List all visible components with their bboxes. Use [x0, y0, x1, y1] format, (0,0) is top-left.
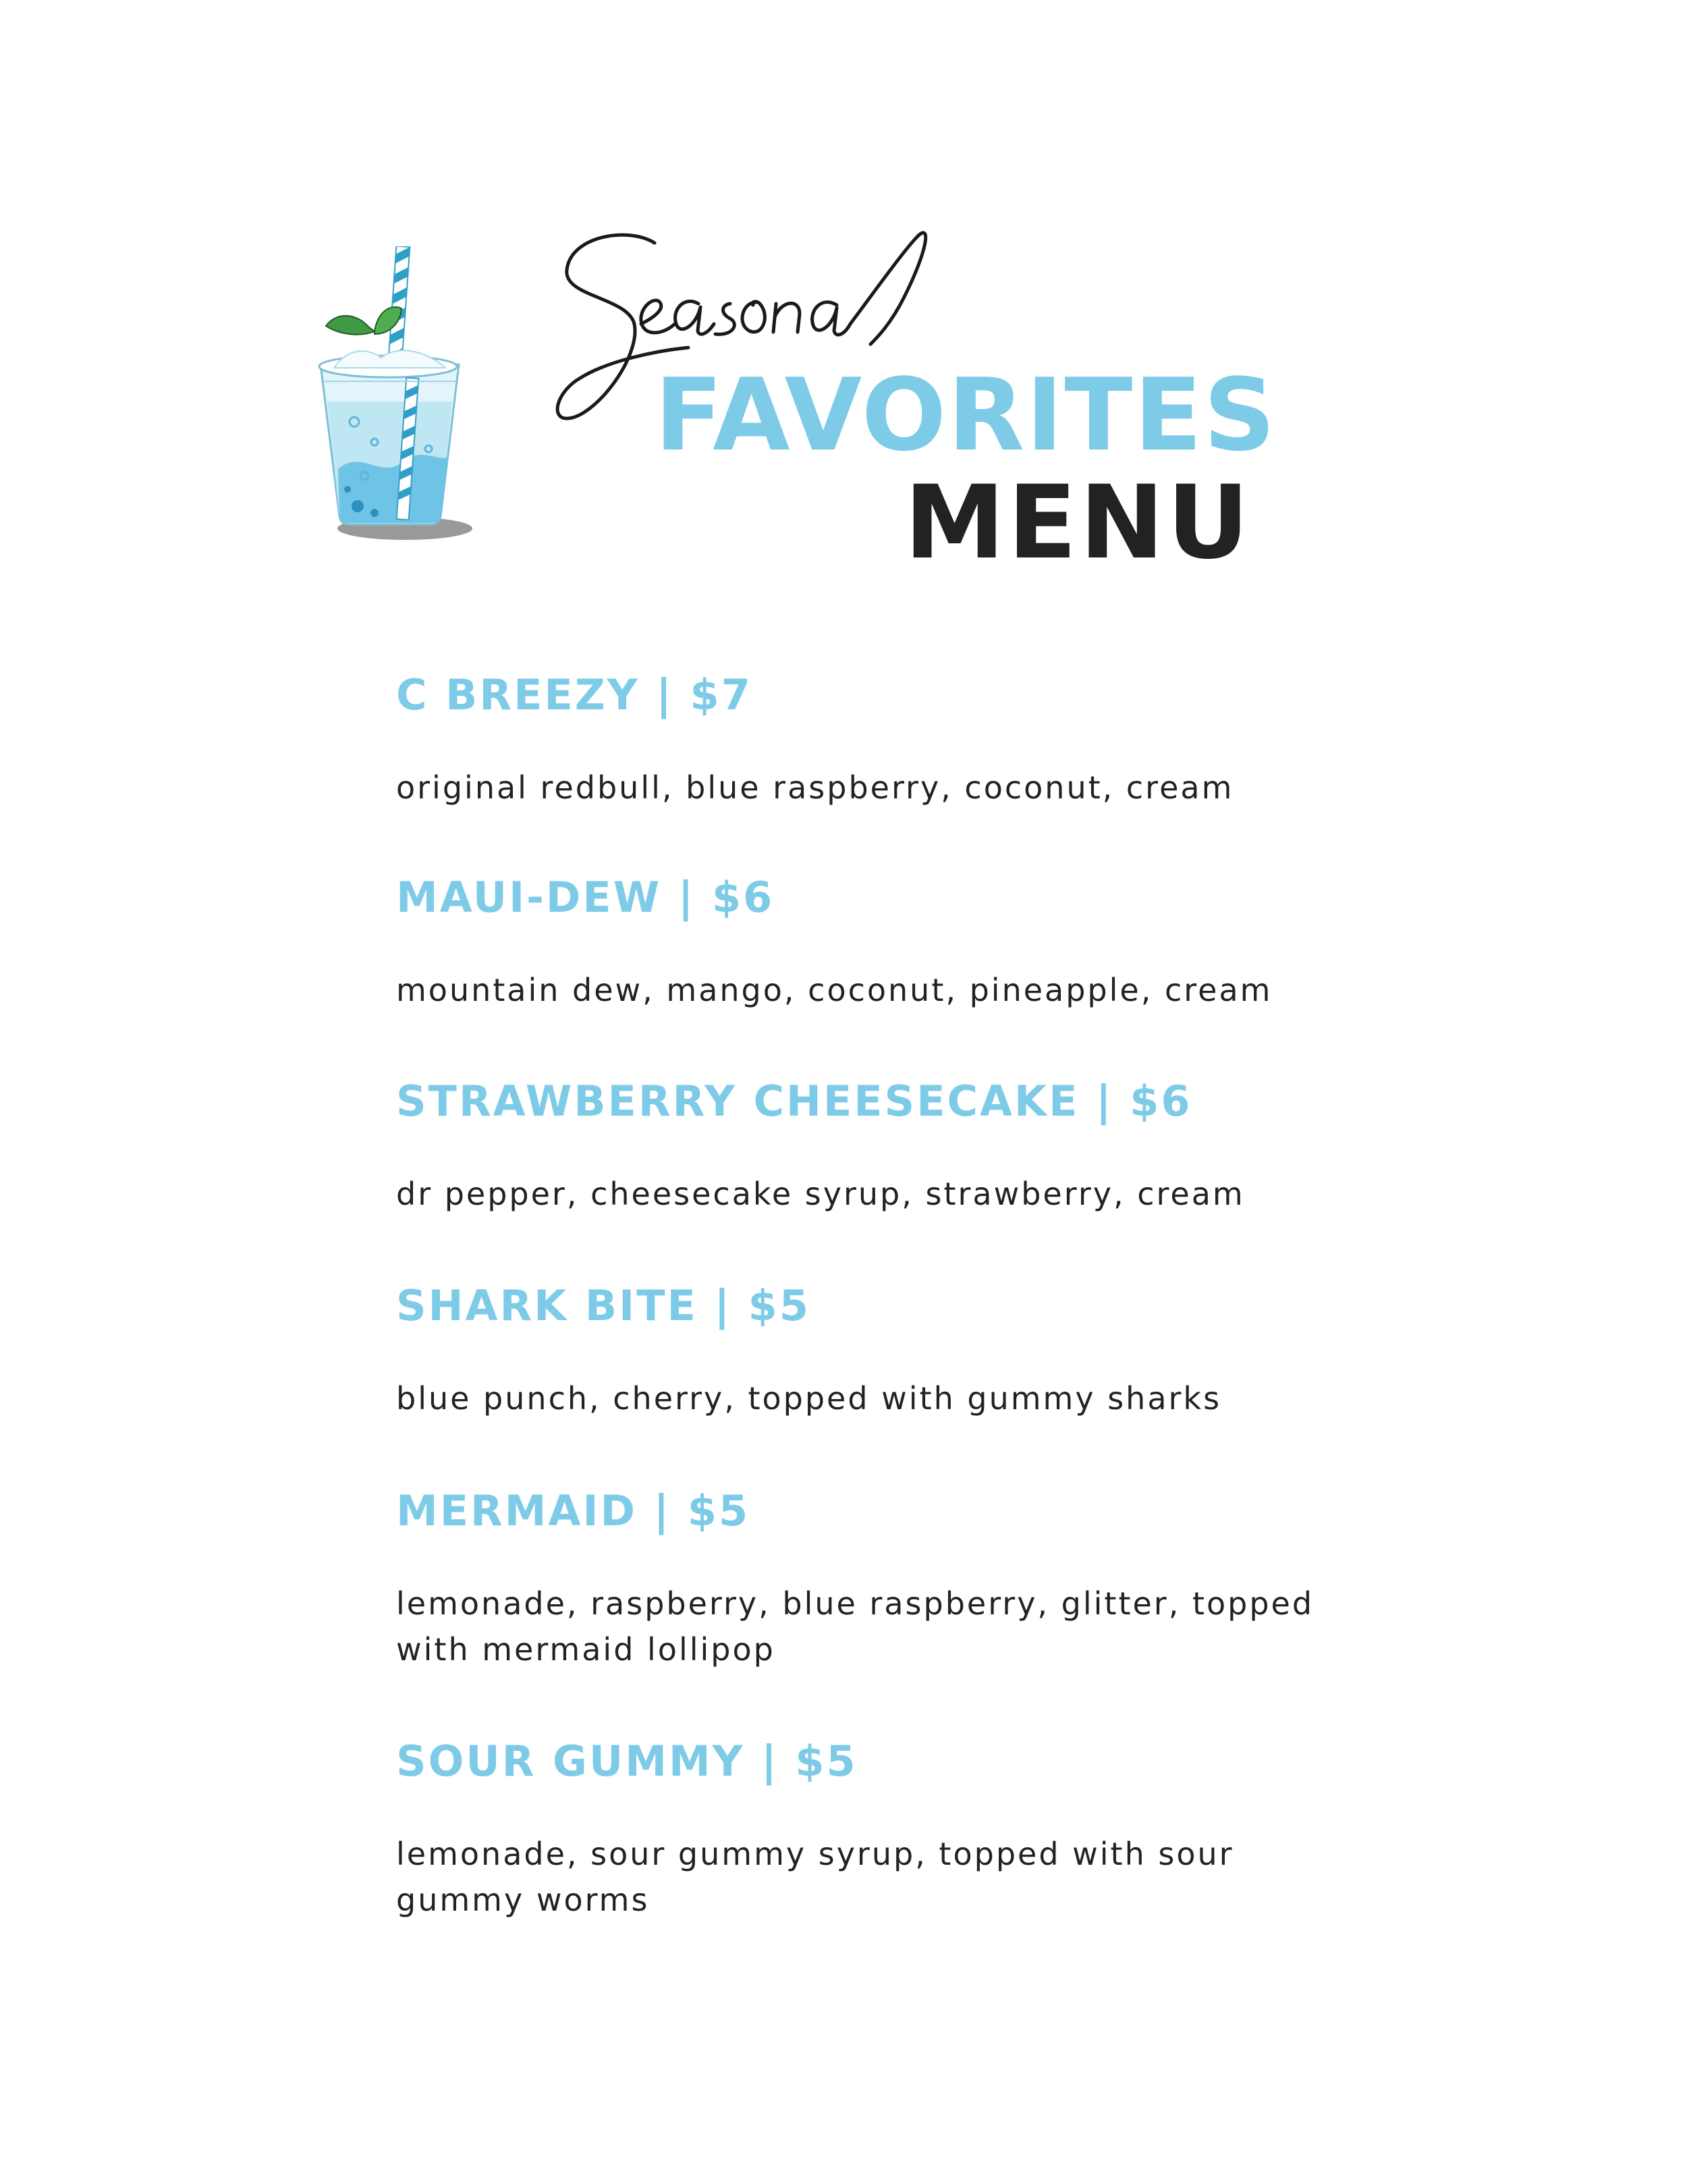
title-favorites: FAVORITES	[655, 357, 1277, 473]
item-name: STRAWBERRY CHEESECAKE | $6	[396, 1076, 1192, 1126]
menu-item	[396, 873, 1408, 1013]
title-menu: MENU	[904, 464, 1252, 582]
item-description: original redbull, blue raspberry, coconut, cream	[396, 769, 1234, 806]
item-name: MERMAID | $5	[396, 1486, 750, 1535]
item-description: lemonade, raspberry, blue raspberry, glitter, topped with mermaid lollipop	[396, 1585, 1315, 1668]
iced-drink-cup-icon	[307, 246, 476, 543]
item-description: dr pepper, cheesecake syrup, strawberry, cream	[396, 1176, 1245, 1212]
menu-item	[396, 1737, 1408, 1923]
item-description: mountain dew, mango, coconut, pineapple, cream	[396, 972, 1273, 1008]
item-name: SHARK BITE | $5	[396, 1281, 810, 1330]
item-name: MAUI-DEW | $6	[396, 873, 775, 922]
menu-item	[396, 1281, 1408, 1421]
item-name: C BREEZY | $7	[396, 670, 752, 719]
menu-item	[396, 1076, 1408, 1217]
item-description: blue punch, cherry, topped with gummy sharks	[396, 1380, 1222, 1417]
item-description: lemonade, sour gummy syrup, topped with sour gummy worms	[396, 1836, 1234, 1918]
menu-item	[396, 1486, 1408, 1672]
menu-item	[396, 670, 1408, 811]
item-name: SOUR GUMMY | $5	[396, 1737, 858, 1786]
